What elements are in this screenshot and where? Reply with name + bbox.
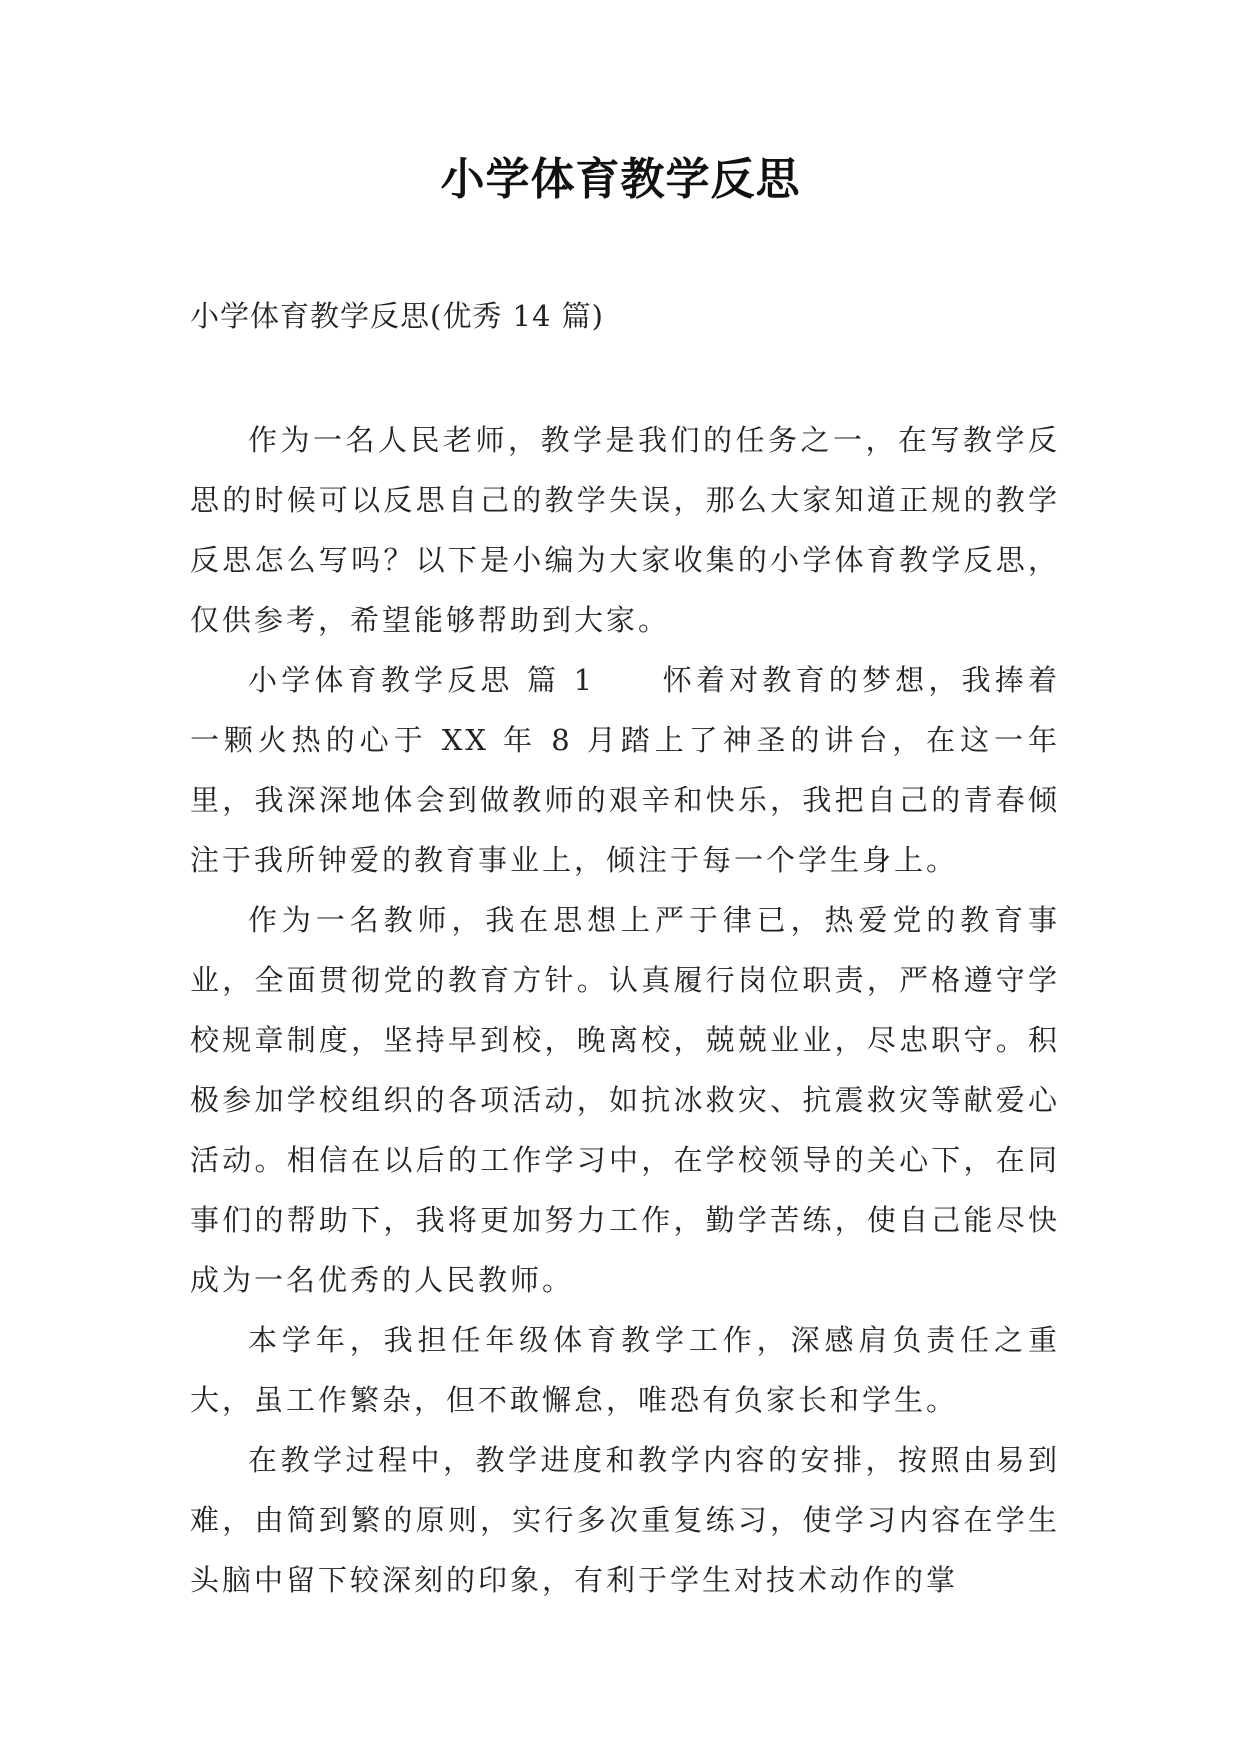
document-subtitle: 小学体育教学反思(优秀 14 篇) — [190, 299, 604, 333]
document-title: 小学体育教学反思 — [440, 154, 801, 205]
paragraph-section-1: 小学体育教学反思 篇 1 怀着对教育的梦想，我捧着一颗火热的心于 XX 年 8 月踏上了神圣的讲台，在这一年里，我深深地体会到做教师的艰辛和快乐，我把自己的青春倾注于我所钟爱的教育事业上，倾注于每一个学生身上。 — [190, 663, 1060, 877]
paragraph-teaching-duty: 本学年，我担任年级体育教学工作，深感肩负责任之重大，虽工作繁杂，但不敢懈怠，唯恐有负家长和学生。 — [190, 1323, 1060, 1417]
document-body — [190, 410, 1060, 1610]
paragraph-intro: 作为一名人民老师，教学是我们的任务之一，在写教学反思的时候可以反思自己的教学失误，那么大家知道正规的教学反思怎么写吗？以下是小编为大家收集的小学体育教学反思，仅供参考，希望能够帮助到大家。 — [190, 423, 1060, 637]
paragraph-teaching-process: 在教学过程中，教学进度和教学内容的安排，按照由易到难，由简到繁的原则，实行多次重复练习，使学习内容在学生头脑中留下较深刻的印象，有利于学生对技术动作的掌 — [190, 1443, 1060, 1597]
paragraph-teacher-conduct: 作为一名教师，我在思想上严于律已，热爱党的教育事业，全面贯彻党的教育方针。认真履行岗位职责，严格遵守学校规章制度，坚持早到校，晚离校，兢兢业业，尽忠职守。积极参加学校组织的各项活动，如抗冰救灾、抗震救灾等献爱心活动。相信在以后的工作学习中，在学校领导的关心下，在同事们的帮助下，我将更加努力工作，勤学苦练，使自己能尽快成为一名优秀的人民教师。 — [190, 903, 1060, 1297]
